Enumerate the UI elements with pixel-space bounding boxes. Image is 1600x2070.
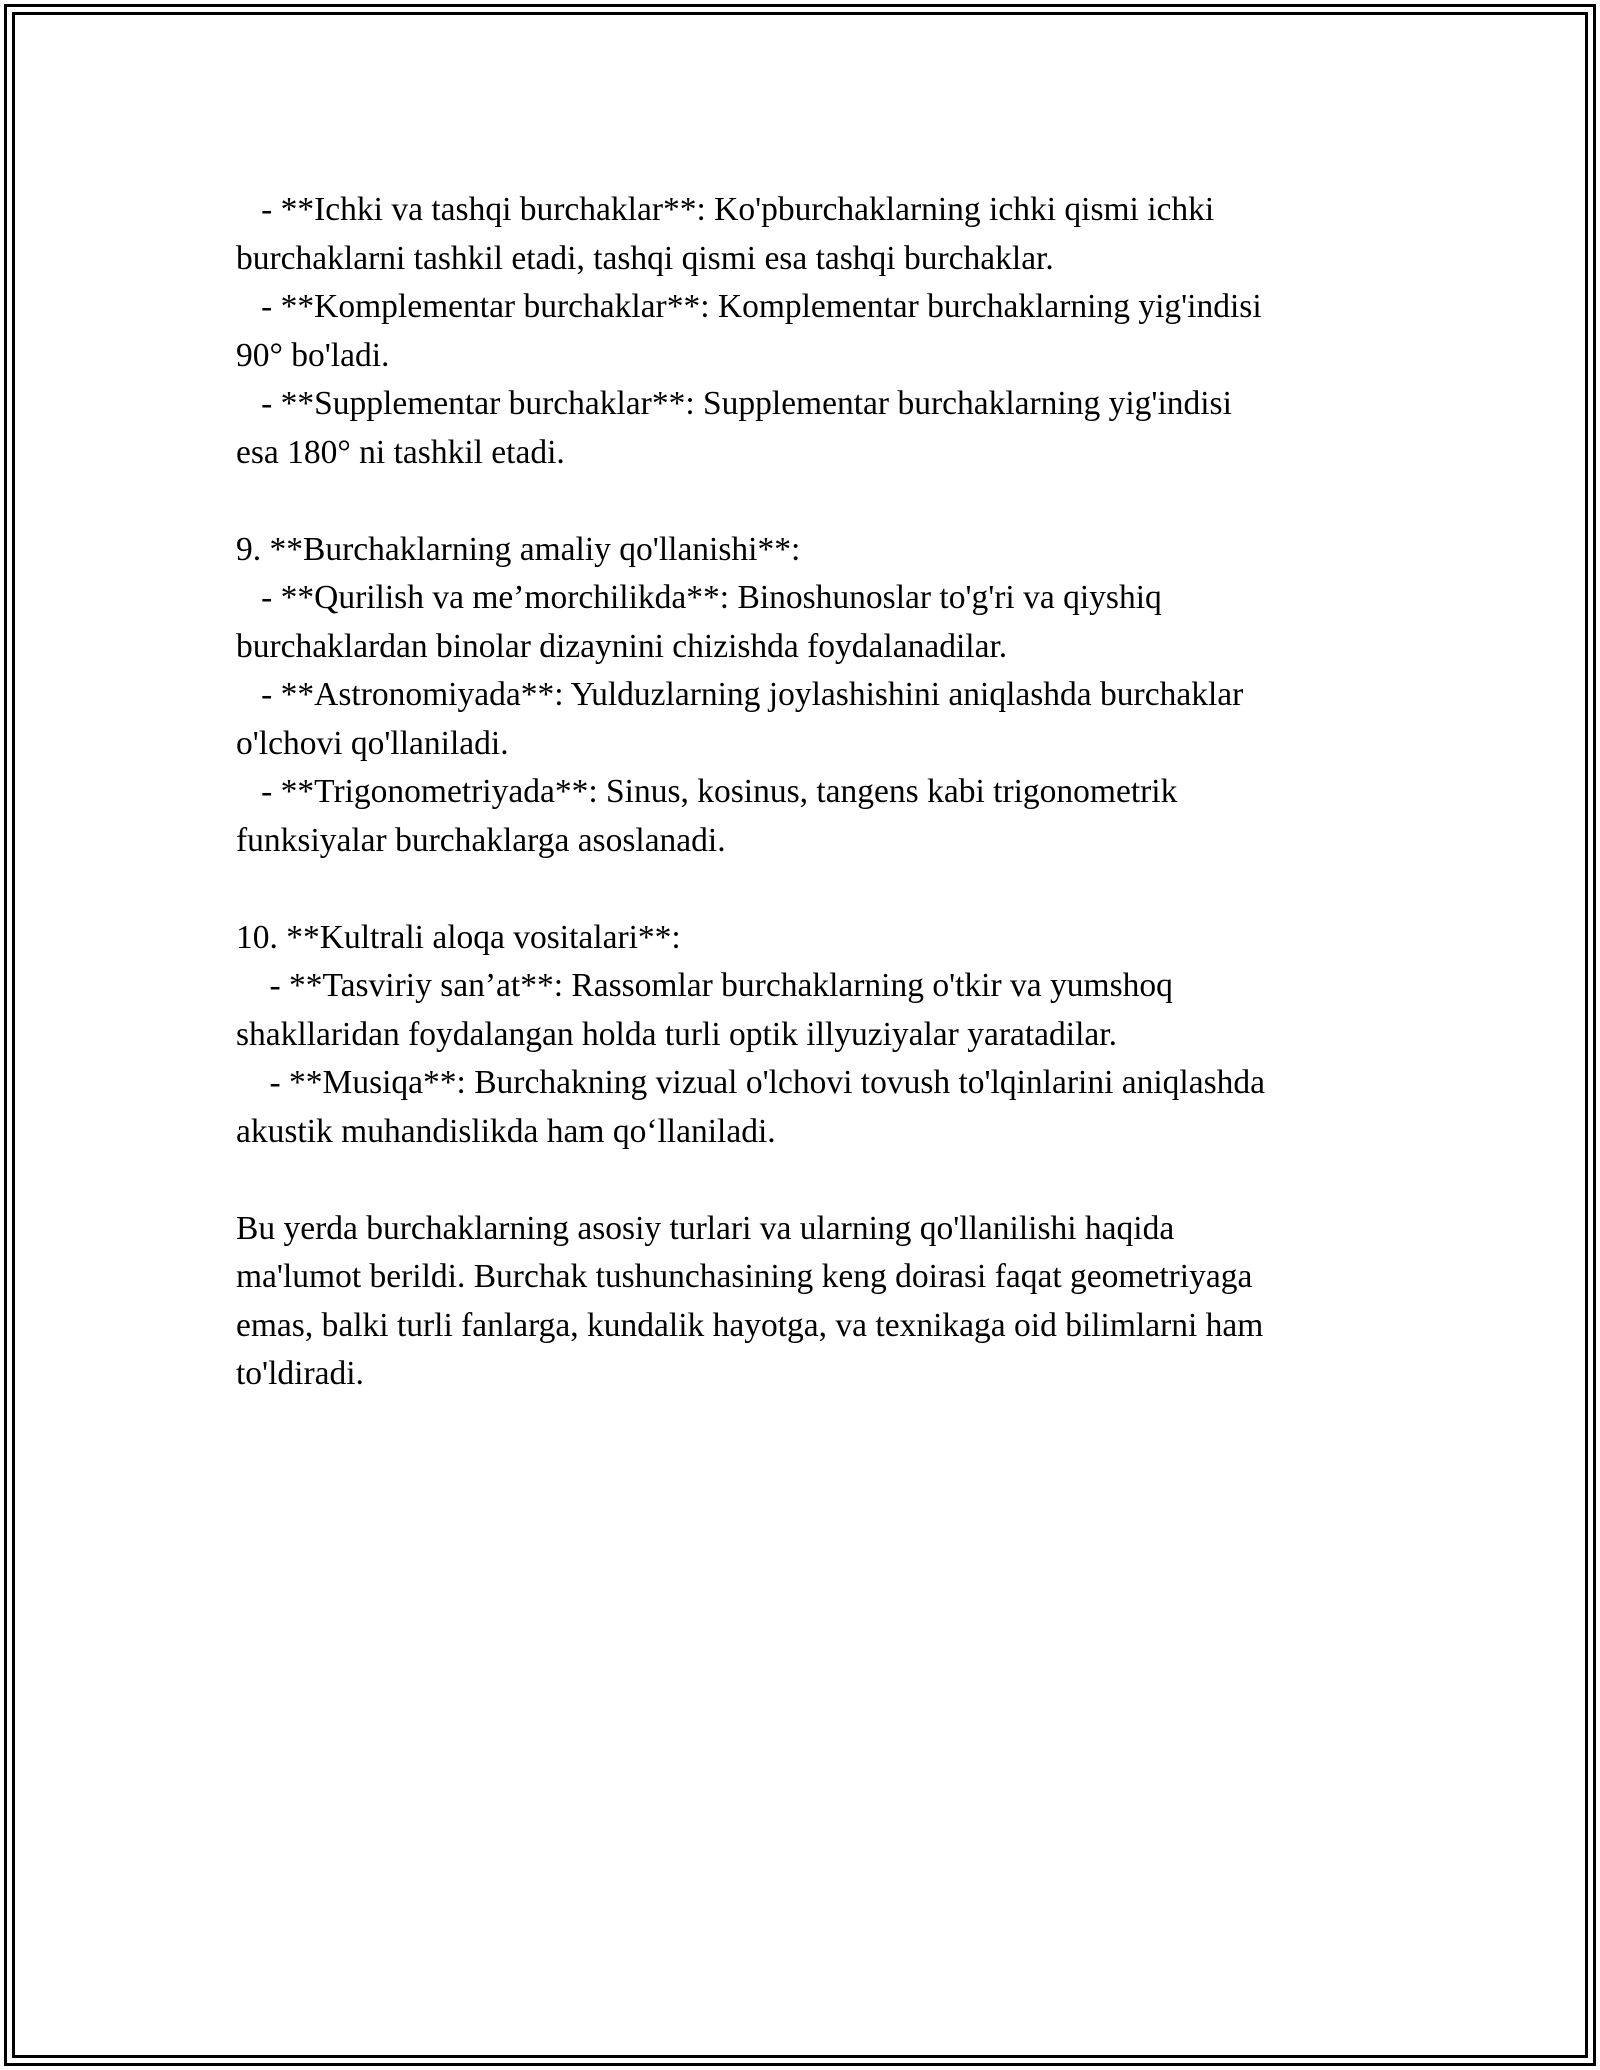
text-line: akustik muhandislikda ham qo‘llaniladi. <box>236 1112 776 1150</box>
section-heading-9: 9. **Burchaklarning amaliy qo'llanishi**: <box>236 530 801 568</box>
text-line: 90° bo'ladi. <box>236 336 390 374</box>
text-line: - **Tasviriy san’at**: Rassomlar burchaklarning o'tkir va yumshoq <box>236 967 1173 1004</box>
text-line: shakllaridan foydalangan holda turli optik illyuziyalar yaratadilar. <box>236 1015 1117 1053</box>
paragraph-gap <box>236 865 1366 914</box>
text-line: burchaklarni tashkil etadi, tashqi qismi esa tashqi burchaklar. <box>236 239 1054 277</box>
conclusion-line: Bu yerda burchaklarning asosiy turlari va ularning qo'llanilishi haqida <box>236 1209 1175 1247</box>
paragraph-gap <box>236 477 1366 526</box>
text-line: - **Musiqa**: Burchakning vizual o'lchovi tovush to'lqinlarini aniqlashda <box>236 1064 1266 1101</box>
text-line: - **Astronomiyada**: Yulduzlarning joylashishini aniqlashda burchaklar <box>236 676 1244 713</box>
text-line: esa 180° ni tashkil etadi. <box>236 433 565 471</box>
conclusion-line: emas, balki turli fanlarga, kundalik hayotga, va texnikaga oid bilimlarni ham <box>236 1306 1264 1344</box>
text-line: o'lchovi qo'llaniladi. <box>236 724 509 762</box>
document-body <box>236 186 1366 1399</box>
conclusion-line: ma'lumot berildi. Burchak tushunchasining keng doirasi faqat geometriyaga <box>236 1258 1253 1295</box>
section-heading-10: 10. **Kultrali aloqa vositalari**: <box>236 918 681 956</box>
paragraph-gap <box>236 1156 1366 1205</box>
text-line: - **Ichki va tashqi burchaklar**: Ko'pburchaklarning ichki qismi ichki <box>236 191 1215 228</box>
text-line: - **Supplementar burchaklar**: Supplementar burchaklarning yig'indisi <box>236 385 1232 422</box>
text-line: funksiyalar burchaklarga asoslanadi. <box>236 821 726 859</box>
conclusion-line: to'ldiradi. <box>236 1355 364 1392</box>
text-line: - **Komplementar burchaklar**: Komplementar burchaklarning yig'indisi <box>236 288 1262 325</box>
text-line: - **Trigonometriyada**: Sinus, kosinus, tangens kabi trigonometrik <box>236 773 1178 810</box>
text-line: burchaklardan binolar dizaynini chizishda foydalanadilar. <box>236 627 1008 665</box>
text-line: - **Qurilish va me’morchilikda**: Binoshunoslar to'g'ri va qiyshiq <box>236 579 1162 616</box>
